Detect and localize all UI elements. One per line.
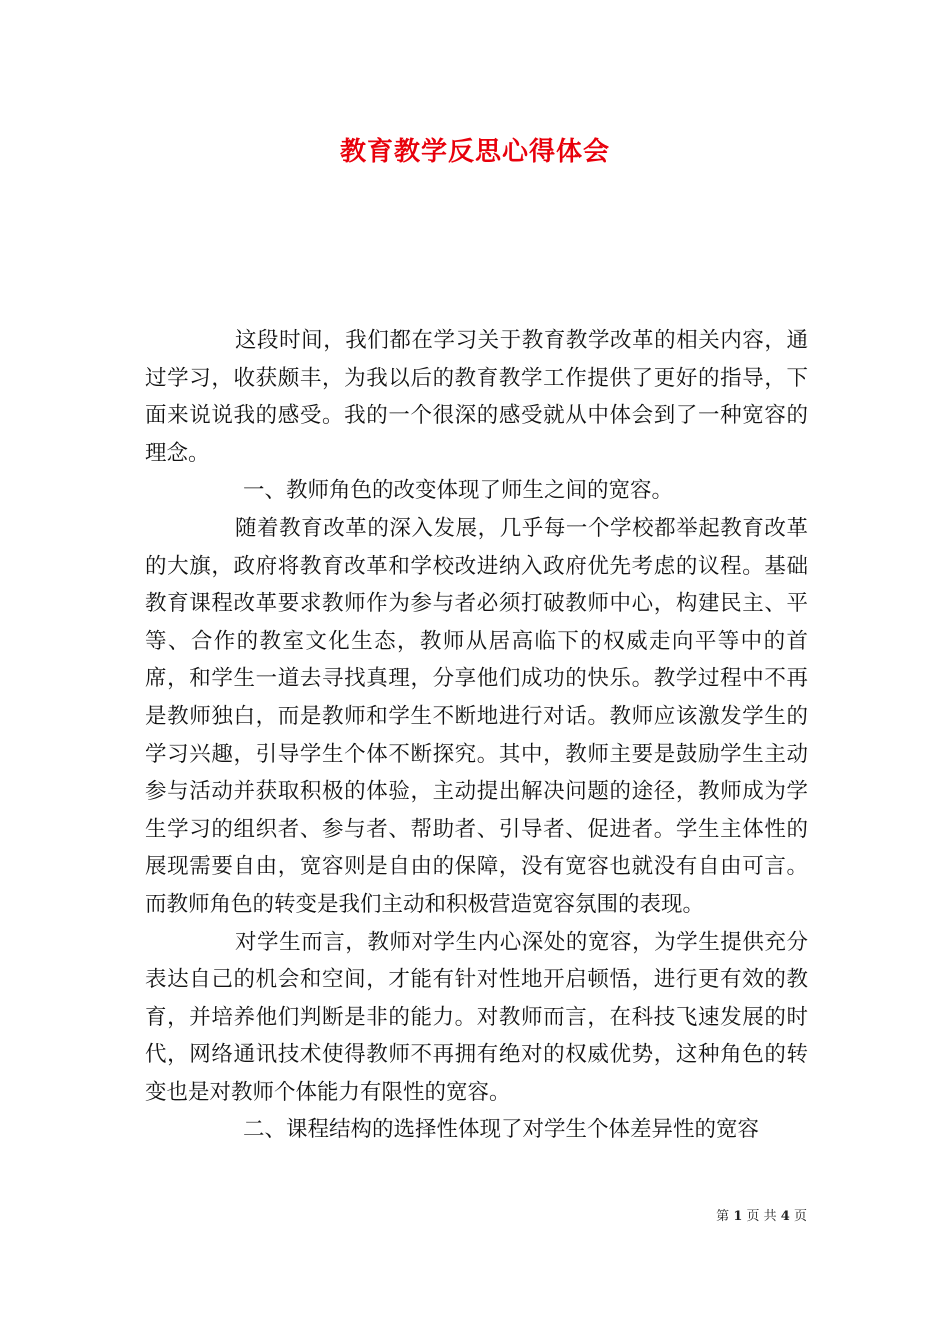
footer-current-page: 1 [733,1209,743,1224]
section-heading-1: 一、教师角色的改变体现了师生之间的宽容。 [243,478,674,504]
footer-total-pages: 4 [780,1209,790,1224]
section-heading-2: 二、课程结构的选择性体现了对学生个体差异性的宽容 [243,1117,760,1143]
footer-prefix: 第 [716,1209,730,1224]
paragraph-student-teacher: 对学生而言，教师对学生内心深处的宽容，为学生提供充分表达自己的机会和空间，才能有针对性地开启顿悟，进行更有效的教育，并培养他们判断是非的能力。对教师而言，在科技飞速发展的时代，网络通讯技术使得教师不再拥有绝对的权威优势，这种角色的转变也是对教师个体能力有限性的宽容。 [145,929,808,1105]
document-body [145,322,808,1149]
paragraph-intro: 这段时间，我们都在学习关于教育教学改革的相关内容，通过学习，收获颇丰，为我以后的教育教学工作提供了更好的指导，下面来说说我的感受。我的一个很深的感受就从中体会到了一种宽容的理念。 [145,328,808,466]
paragraph-teacher-role: 随着教育改革的深入发展，几乎每一个学校都举起教育改革的大旗，政府将教育改革和学校改进纳入政府优先考虑的议程。基础教育课程改革要求教师作为参与者必须打破教师中心，构建民主、平等、合作的教室文化生态，教师从居高临下的权威走向平等中的首席，和学生一道去寻找真理，分享他们成功的快乐。教学过程中不再是教师独白，而是教师和学生不断地进行对话。教师应该激发学生的学习兴趣，引导学生个体不断探究。其中，教师主要是鼓励学生主动参与活动并获取积极的体验，主动提出解决问题的途径，教师成为学生学习的组织者、参与者、帮助者、引导者、促进者。学生主体性的展现需要自由，宽容则是自由的保障，没有宽容也就没有自由可言。而教师角色的转变是我们主动和积极营造宽容氛围的表现。 [145,515,808,917]
document-title: 教育教学反思心得体会 [339,137,610,167]
footer-middle: 页 共 [746,1209,777,1224]
footer-suffix: 页 [793,1209,807,1224]
page-footer [716,1205,807,1224]
